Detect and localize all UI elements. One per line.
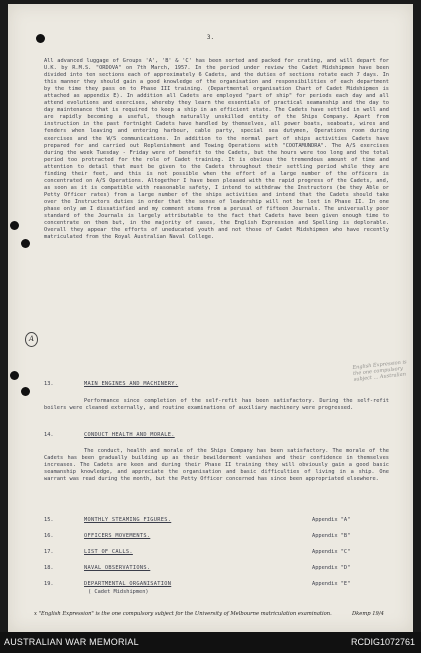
punch-hole — [10, 221, 19, 230]
appendix-row-17 — [44, 549, 389, 557]
appendix-row-16 — [44, 533, 389, 541]
handwritten-footnote — [34, 610, 394, 618]
row-appendix: Appendix "E" — [312, 581, 351, 587]
row-number: 19. — [44, 581, 54, 587]
footnote-signature: Dkemp 19/4 — [352, 611, 384, 617]
row-appendix: Appendix "B" — [312, 533, 351, 539]
section-text: The conduct, health and morale of the Ships Company has been satisfactory. The morale of the Cadets has been gradually building up as their bewilderment vanishes and their confidence in themselves increases. The Cadets are keen and during their Phase II training they will obviously gain a good basic seamanship knowledge, and appreciate the organisation and basic difficulties of living in a ship. One warrant was read during the month, but the Petty Officer concerned has since been appropriated elsewhere. — [44, 448, 389, 483]
footer-record-id: RCDIG1072761 — [350, 637, 415, 647]
appendix-row-19 — [44, 581, 389, 595]
footer-institution: AUSTRALIAN WAR MEMORIAL — [4, 637, 139, 647]
section-number: 14. — [44, 432, 54, 438]
row-appendix: Appendix "C" — [312, 549, 351, 555]
footnote-mark: x — [34, 611, 37, 617]
footnote-text: "English Expression" is the one compulsory subject for the University of Melbourne matriculation examination. — [38, 611, 332, 617]
punch-hole — [21, 387, 30, 396]
page-number: 3. — [206, 34, 215, 41]
appendix-row-15 — [44, 517, 389, 525]
row-title: MONTHLY STEAMING FIGURES. — [84, 517, 172, 523]
row-number: 16. — [44, 533, 54, 539]
document-page — [8, 4, 413, 632]
row-number: 17. — [44, 549, 54, 555]
punch-hole — [36, 34, 45, 43]
body-paragraph — [44, 58, 389, 241]
punch-hole — [10, 371, 19, 380]
section-text: Performance since completion of the self-refit has been satisfactory. During the self-refit boilers were cleaned externally, and routine examinations of auxiliary machinery were progressed. — [44, 398, 389, 412]
row-appendix: Appendix "D" — [312, 565, 351, 571]
row-subtitle: ( Cadet Midshipmen) — [88, 589, 149, 595]
body-paragraph-text: All advanced luggage of Groups 'A', 'B' & 'C' has been sorted and packed for crating, and will depart for U.K. by R.M.S. "ORDOVA" on 7th March, 1957. In the period under review the Cadet Midshipmen have been divided into ten sections each of approximately 6 Cadets, and the duties of sections rotate each 7 days. In this manner they should gain a good knowledge of the organisation and responsibilities of each department by the time they pass on to Phase III training. (Departmental organisation Chart of Cadet Midshipmen is attached as appendix E). In addition all Cadets are employed "part of ship" for periods each day and all attend evolutions and exercises, whereby they learn the essentials of practical seamanship and the day to day maintenance that is required to keep a ship in an efficient state. The Cadets have settled in well and are rapidly becoming a useful, though naturally unskilled entity of the Ships Company. Apart from instruction in the past fortnight Cadets have handled by themselves, all power boats, seaboats, wires and fenders when leaving and entering harbour, cable party, special sea dutymen, Operations room during exercises and the W/S communications. In addition to the normal part of ships activities Cadets have prepared for and carried out Replenishment and Towing Operations with "COOTAMUNDRA". The A/S exercises during the week Tuesday - Friday were of benefit to the Cadets, but the hours were too long and the total period too protracted for the role of Cadet training. It is obvious the tremendous amount of time and attention to detail that must be given to the Cadets throughout their settling period while they are finding their feet, and this is not possible when the effort of a large number of the officers is concentrated on A/S Operations. Altogether I have been pleased with the rapid progress of the Cadets, and, as soon as it is compatible with reasonable safety, I intend to withdraw the Instructors (be they Able or Petty Officer rates) from a large number of the ships activities and intend that the Cadets should take over the Instructors duties in order that the sense of leadership will not be lost in Phase II. In one phase only am I dissatisfied and my comment stems from a perusal of fifteen Journals. The universally poor standard of the Journals is largely attributable to the fact that Cadets have been given enough time to concentrate on them but, in the majority of cases, the English Expression and Spelling is deplorable. Overall they appear the efforts of uneducated youth and not those of Cadet Midshipmen who have recently matriculated from the Royal Australian Naval College. — [44, 58, 389, 241]
row-title: OFFICERS MOVEMENTS. — [84, 533, 151, 539]
section-number: 13. — [44, 381, 54, 387]
appendix-row-18 — [44, 565, 389, 573]
section-heading: MAIN ENGINES AND MACHINERY. — [84, 381, 179, 387]
row-number: 18. — [44, 565, 54, 571]
row-appendix: Appendix "A" — [312, 517, 351, 523]
row-title: LIST OF CALLS. — [84, 549, 133, 555]
row-number: 15. — [44, 517, 54, 523]
section-heading: CONDUCT HEALTH AND MORALE. — [84, 432, 175, 438]
circled-annotation: A — [25, 332, 38, 347]
row-title: DEPARTMENTAL ORGANISATION — [84, 581, 172, 587]
margin-annotation: English Expression is the one compulsory subject ... Australian — [352, 359, 407, 383]
archive-footer — [0, 632, 421, 653]
punch-hole — [21, 239, 30, 248]
row-title: NAVAL OBSERVATIONS. — [84, 565, 151, 571]
